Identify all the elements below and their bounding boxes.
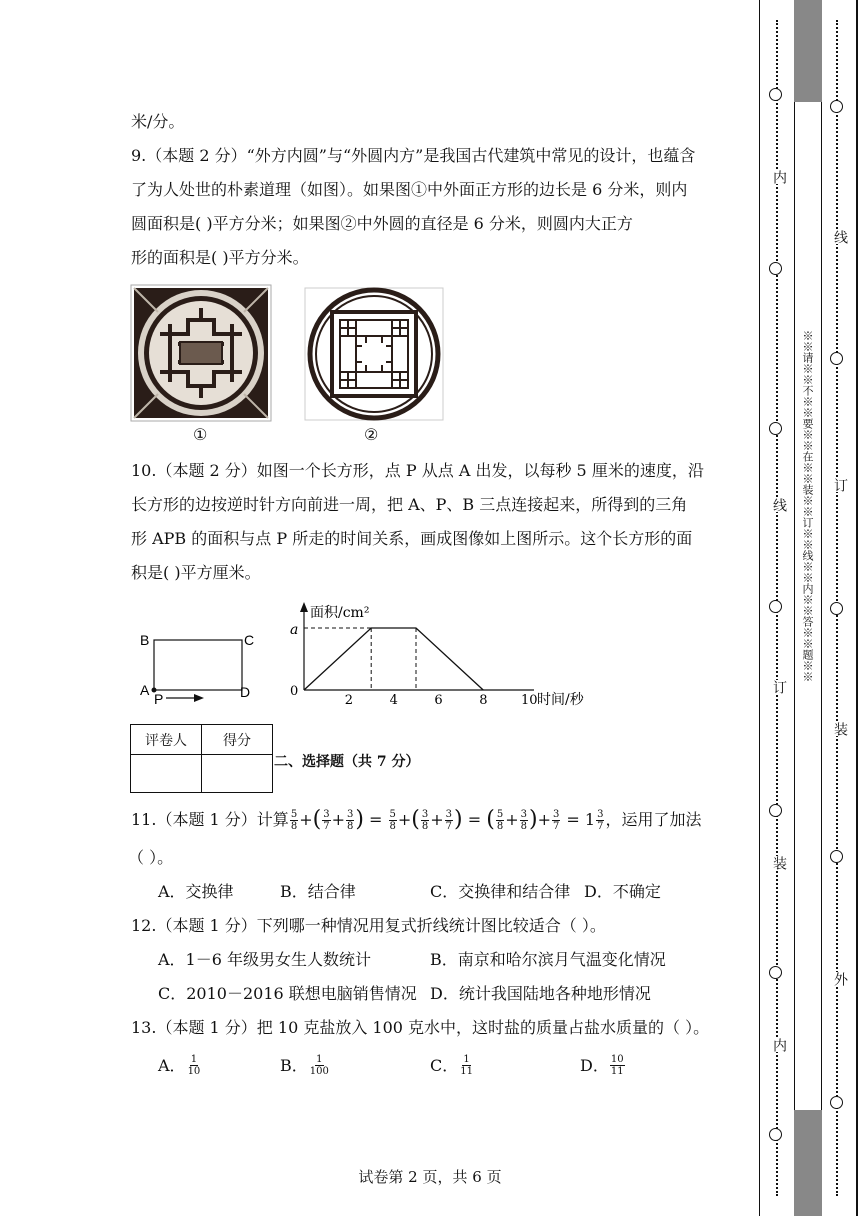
q10-line-2: 长方形的边按逆时针方向前进一周，把 A、P、B 三点连接起来，所得到的三角 <box>131 495 688 514</box>
q12-option-c[interactable]: C．2010－2016 联想电脑销售情况 <box>158 984 417 1003</box>
rect-label-b: B <box>140 632 150 648</box>
x-axis-label: 时间/秒 <box>537 692 584 708</box>
q13-option-b[interactable]: B． $\frac{1}{100}$ <box>280 1054 329 1077</box>
margin-circle <box>769 262 782 275</box>
margin-char-inner: 内 <box>771 170 787 184</box>
q9-line-1: 9.（本题 2 分）“外方内圆”与“外圆内方”是我国古代建筑中常见的设计，也蕴含 <box>131 146 696 165</box>
fraction: $\frac{3}{8}$ <box>346 808 354 832</box>
series-line <box>304 628 483 690</box>
margin-circle <box>830 1096 843 1109</box>
y-axis-arrow <box>300 602 308 612</box>
binding-warning: ※※请※※不※※要※※在※※装※※订※※线※※内※※答※※题※※ <box>801 330 814 682</box>
margin-circle <box>769 1128 782 1141</box>
score-table-cell-grader <box>131 755 202 793</box>
q12-stem: 12.（本题 1 分）下列哪一种情况用复式折线统计图比较适合（ ）。 <box>131 916 606 935</box>
x-tick-label-6: 6 <box>434 693 443 708</box>
q10-line-1: 10.（本题 2 分）如图一个长方形，点 P 从点 A 出发，以每秒 5 厘米的速度，沿 <box>131 461 704 480</box>
q12-option-b[interactable]: B．南京和哈尔滨月气温变化情况 <box>430 950 666 969</box>
margin-circle <box>769 966 782 979</box>
q10-line-4: 积是( )平方厘米。 <box>131 563 261 582</box>
q13-option-c[interactable]: C． $\frac{1}{11}$ <box>430 1054 473 1077</box>
figure-1-square-circle <box>130 284 272 422</box>
rect-label-p: P <box>154 691 164 706</box>
margin-circle <box>769 600 782 613</box>
x-tick-label-4: 4 <box>389 693 398 708</box>
margin-char-inner: 装 <box>771 856 787 870</box>
rectangle-figure <box>136 624 266 706</box>
fraction: $\frac{3}{8}$ <box>421 808 429 832</box>
q13-option-a[interactable]: A． $\frac{1}{10}$ <box>158 1054 201 1077</box>
fraction: $\frac{3}{7}$ <box>445 808 453 832</box>
q13-option-d[interactable]: D． $\frac{10}{11}$ <box>580 1054 624 1077</box>
page-footer: 试卷第 2 页，共 6 页 <box>358 1168 502 1186</box>
q10-line-3: 形 APB 的面积与点 P 所走的时间关系，画成图像如上图所示。这个长方形的面 <box>131 529 693 548</box>
fraction: $\frac{3}{7}$ <box>552 808 560 832</box>
q11-option-d[interactable]: D．不确定 <box>584 882 661 901</box>
margin-circle <box>830 602 843 615</box>
margin-char-inner: 内 <box>771 1038 787 1052</box>
fraction: $\frac{5}{8}$ <box>290 808 298 832</box>
continuation-text: 米/分。 <box>131 112 185 131</box>
area-time-chart <box>284 596 604 712</box>
y-axis-label: 面积/cm² <box>310 605 370 621</box>
q11-line-2: （ ）。 <box>128 848 174 867</box>
q12-option-a[interactable]: A．1－6 年级男女生人数统计 <box>158 950 372 969</box>
q13-stem: 13.（本题 1 分）把 10 克盐放入 100 克水中，这时盐的质量占盐水质量的（ ）。 <box>131 1018 710 1037</box>
q11-option-b[interactable]: B．结合律 <box>280 882 356 901</box>
origin-label: 0 <box>290 684 299 699</box>
q11-line-1: 11.（本题 1 分）计算 $\frac{5}{8}$ + ( $\frac{3}{7}$ + $\frac{3}{8}$ ) = $\frac{5}{8}$ + ( $\frac{3}{8}$ + $\frac{3}{7}$ ) = ( $\frac{5}{8}$ + $\frac{3}{8}$ ) + $\frac{3}{7}$ = 1 $\frac{3}{7}$ ，运用了加法 <box>131 807 702 832</box>
q11-option-c[interactable]: C．交换律和结合律 <box>430 882 571 901</box>
fraction: $\frac{5}{8}$ <box>389 808 396 832</box>
x-tick-label-10: 10 <box>521 693 538 708</box>
margin-char-outer: 线 <box>832 230 848 244</box>
fraction: $\frac{3}{7}$ <box>597 808 604 832</box>
q9-line-2: 了为人处世的朴素道理（如图）。如果图①中外面正方形的边长是 6 分米，则内 <box>131 180 688 199</box>
margin-border-right <box>856 0 858 1216</box>
margin-char-outer: 外 <box>832 972 848 986</box>
score-table <box>130 724 273 793</box>
q11-suffix: ，运用了加法 <box>605 810 702 829</box>
q9-line-4: 形的面积是( )平方分米。 <box>131 248 309 267</box>
rect-label-d: D <box>240 684 251 700</box>
margin-circle <box>769 804 782 817</box>
margin-strip-bottom-shade <box>794 1110 822 1216</box>
figure-2-circle-square <box>304 287 444 421</box>
margin-char-inner: 订 <box>771 680 787 694</box>
q12-option-d[interactable]: D．统计我国陆地各种地形情况 <box>430 984 651 1003</box>
figure-2-label: ② <box>364 425 379 444</box>
margin-strip-top-shade <box>794 0 822 102</box>
fraction: $\frac{5}{8}$ <box>496 808 504 832</box>
margin-circle <box>830 850 843 863</box>
margin-border-left <box>759 0 760 1216</box>
x-tick-label-8: 8 <box>479 693 488 708</box>
figure-1-label: ① <box>193 425 208 444</box>
x-tick-label-2: 2 <box>344 693 354 708</box>
rect-label-c: C <box>244 632 255 648</box>
score-table-header-grader: 评卷人 <box>131 725 202 755</box>
margin-char-outer: 订 <box>832 478 848 492</box>
margin-circle <box>769 422 782 435</box>
section-2-title: 二、选择题（共 7 分） <box>274 754 420 770</box>
fraction: $\frac{3}{7}$ <box>323 808 330 832</box>
q9-line-3: 圆面积是( )平方分米；如果图②中外圆的直径是 6 分米，则圆内大正方 <box>131 214 633 233</box>
margin-circle <box>830 352 843 365</box>
q11-option-a[interactable]: A．交换律 <box>158 882 234 901</box>
margin-char-outer: 装 <box>832 722 848 736</box>
fraction: $\frac{3}{8}$ <box>520 808 527 832</box>
y-tick-label-a: a <box>290 622 299 638</box>
margin-circle <box>830 100 843 113</box>
rect-label-a: A <box>140 682 150 698</box>
score-table-header-score: 得分 <box>202 725 273 755</box>
margin-char-inner: 线 <box>771 498 787 512</box>
score-table-cell-score <box>202 755 273 793</box>
q11-prefix: 11.（本题 1 分）计算 <box>131 810 289 829</box>
margin-circle <box>769 88 782 101</box>
